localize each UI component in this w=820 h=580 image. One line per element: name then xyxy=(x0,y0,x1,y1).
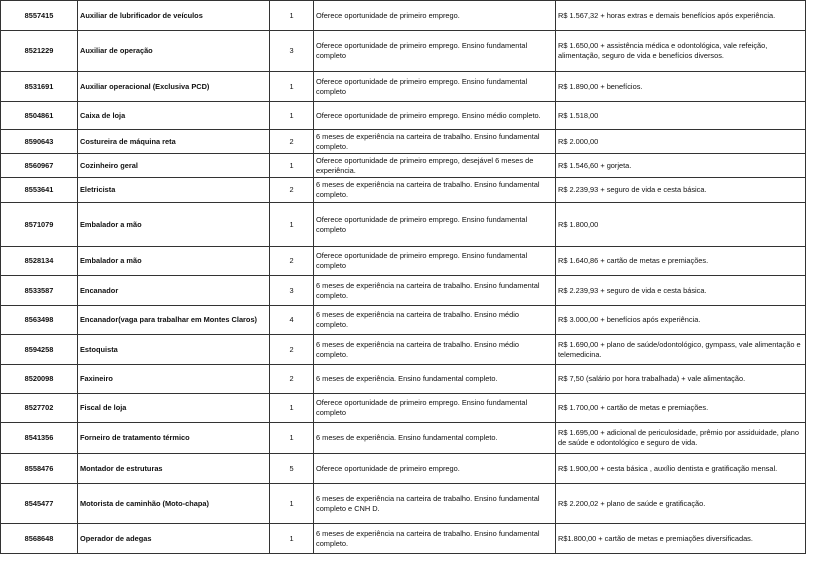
job-title: Caixa de loja xyxy=(78,102,270,130)
vacancy-code: 8558476 xyxy=(1,454,78,484)
job-title: Motorista de caminhão (Moto-chapa) xyxy=(78,484,270,524)
salary-benefits: R$ 1.800,00 xyxy=(556,203,806,247)
vacancy-code: 8557415 xyxy=(1,1,78,31)
job-title: Montador de estruturas xyxy=(78,454,270,484)
table-row xyxy=(1,306,806,335)
vacancy-code: 8541356 xyxy=(1,423,78,454)
salary-benefits: R$ 1.700,00 + cartão de metas e premiações. xyxy=(556,394,806,423)
vacancy-count: 2 xyxy=(270,130,314,154)
table-row xyxy=(1,524,806,554)
requirements: 6 meses de experiência na carteira de trabalho. Ensino fundamental completo. xyxy=(314,276,556,306)
vacancy-count: 2 xyxy=(270,335,314,365)
vacancy-code: 8545477 xyxy=(1,484,78,524)
vacancy-code: 8571079 xyxy=(1,203,78,247)
vacancy-code: 8553641 xyxy=(1,178,78,203)
requirements: 6 meses de experiência na carteira de trabalho. Ensino fundamental completo. xyxy=(314,178,556,203)
vacancy-count: 1 xyxy=(270,72,314,102)
job-title: Encanador(vaga para trabalhar em Montes Claros) xyxy=(78,306,270,335)
vacancy-code: 8563498 xyxy=(1,306,78,335)
salary-benefits: R$ 1.690,00 + plano de saúde/odontológico, gympass, vale alimentação e telemedicina. xyxy=(556,335,806,365)
salary-benefits: R$ 2.239,93 + seguro de vida e cesta básica. xyxy=(556,276,806,306)
table-row xyxy=(1,178,806,203)
salary-benefits: R$ 1.890,00 + benefícios. xyxy=(556,72,806,102)
table-row xyxy=(1,335,806,365)
job-title: Embalador a mão xyxy=(78,203,270,247)
salary-benefits: R$ 1.567,32 + horas extras e demais benefícios após experiência. xyxy=(556,1,806,31)
vacancy-count: 1 xyxy=(270,102,314,130)
salary-benefits: R$ 2.000,00 xyxy=(556,130,806,154)
requirements: 6 meses de experiência na carteira de trabalho. Ensino fundamental completo e CNH D. xyxy=(314,484,556,524)
salary-benefits: R$ 1.900,00 + cesta básica , auxílio dentista e gratificação mensal. xyxy=(556,454,806,484)
vacancy-code: 8528134 xyxy=(1,247,78,276)
job-title: Eletricista xyxy=(78,178,270,203)
table-row xyxy=(1,31,806,72)
vacancy-code: 8560967 xyxy=(1,154,78,178)
vacancy-count: 3 xyxy=(270,276,314,306)
job-title: Encanador xyxy=(78,276,270,306)
job-title: Cozinheiro geral xyxy=(78,154,270,178)
vacancy-count: 1 xyxy=(270,484,314,524)
vacancy-code: 8568648 xyxy=(1,524,78,554)
table-row xyxy=(1,454,806,484)
vacancy-code: 8533587 xyxy=(1,276,78,306)
vacancy-count: 2 xyxy=(270,247,314,276)
vacancy-count: 2 xyxy=(270,178,314,203)
table-row xyxy=(1,394,806,423)
vacancy-code: 8594258 xyxy=(1,335,78,365)
table-row xyxy=(1,203,806,247)
table-row xyxy=(1,1,806,31)
requirements: Oferece oportunidade de primeiro emprego. Ensino fundamental completo xyxy=(314,203,556,247)
table-row xyxy=(1,276,806,306)
job-title: Auxiliar operacional (Exclusiva PCD) xyxy=(78,72,270,102)
salary-benefits: R$ 1.518,00 xyxy=(556,102,806,130)
vacancy-code: 8504861 xyxy=(1,102,78,130)
salary-benefits: R$ 1.695,00 + adicional de periculosidade, prêmio por assiduidade, plano de saúde e odontológico e seguro de vida. xyxy=(556,423,806,454)
requirements: Oferece oportunidade de primeiro emprego. Ensino fundamental completo xyxy=(314,31,556,72)
requirements: Oferece oportunidade de primeiro emprego. Ensino fundamental completo xyxy=(314,394,556,423)
requirements: Oferece oportunidade de primeiro emprego. xyxy=(314,454,556,484)
vacancy-count: 1 xyxy=(270,394,314,423)
requirements: Oferece oportunidade de primeiro emprego. Ensino fundamental completo xyxy=(314,72,556,102)
requirements: Oferece oportunidade de primeiro emprego. Ensino médio completo. xyxy=(314,102,556,130)
vacancy-code: 8590643 xyxy=(1,130,78,154)
requirements: Oferece oportunidade de primeiro emprego. xyxy=(314,1,556,31)
table-row xyxy=(1,484,806,524)
requirements: 6 meses de experiência. Ensino fundamental completo. xyxy=(314,423,556,454)
salary-benefits: R$ 1.650,00 + assistência médica e odontológica, vale refeição, alimentação, seguro de vida e benefícios diversos. xyxy=(556,31,806,72)
salary-benefits: R$ 2.239,93 + seguro de vida e cesta básica. xyxy=(556,178,806,203)
requirements: 6 meses de experiência na carteira de trabalho. Ensino fundamental completo. xyxy=(314,524,556,554)
table-row xyxy=(1,365,806,394)
vacancy-count: 4 xyxy=(270,306,314,335)
table-row xyxy=(1,72,806,102)
requirements: 6 meses de experiência. Ensino fundamental completo. xyxy=(314,365,556,394)
vacancy-count: 5 xyxy=(270,454,314,484)
vacancy-code: 8527702 xyxy=(1,394,78,423)
vacancy-count: 1 xyxy=(270,203,314,247)
vacancy-count: 1 xyxy=(270,423,314,454)
requirements: Oferece oportunidade de primeiro emprego. Ensino fundamental completo xyxy=(314,247,556,276)
vacancy-count: 2 xyxy=(270,365,314,394)
vacancy-code: 8531691 xyxy=(1,72,78,102)
job-title: Faxineiro xyxy=(78,365,270,394)
vacancy-count: 1 xyxy=(270,1,314,31)
vacancy-code: 8521229 xyxy=(1,31,78,72)
job-title: Embalador a mão xyxy=(78,247,270,276)
salary-benefits: R$1.800,00 + cartão de metas e premiações diversificadas. xyxy=(556,524,806,554)
job-title: Forneiro de tratamento térmico xyxy=(78,423,270,454)
requirements: 6 meses de experiência na carteira de trabalho. Ensino médio completo. xyxy=(314,335,556,365)
requirements: 6 meses de experiência na carteira de trabalho. Ensino fundamental completo. xyxy=(314,130,556,154)
table-row xyxy=(1,154,806,178)
salary-benefits: R$ 3.000,00 + benefícios após experiência. xyxy=(556,306,806,335)
job-title: Auxiliar de operação xyxy=(78,31,270,72)
job-title: Operador de adegas xyxy=(78,524,270,554)
job-title: Auxiliar de lubrificador de veículos xyxy=(78,1,270,31)
vacancy-code: 8520098 xyxy=(1,365,78,394)
table-row xyxy=(1,130,806,154)
job-title: Costureira de máquina reta xyxy=(78,130,270,154)
vacancy-count: 3 xyxy=(270,31,314,72)
table-row xyxy=(1,423,806,454)
vacancy-count: 1 xyxy=(270,154,314,178)
job-title: Fiscal de loja xyxy=(78,394,270,423)
salary-benefits: R$ 1.640,86 + cartão de metas e premiações. xyxy=(556,247,806,276)
salary-benefits: R$ 1.546,60 + gorjeta. xyxy=(556,154,806,178)
table-row xyxy=(1,102,806,130)
salary-benefits: R$ 2.200,02 + plano de saúde e gratificação. xyxy=(556,484,806,524)
table-row xyxy=(1,247,806,276)
requirements: Oferece oportunidade de primeiro emprego, desejável 6 meses de experiência. xyxy=(314,154,556,178)
requirements: 6 meses de experiência na carteira de trabalho. Ensino médio completo. xyxy=(314,306,556,335)
vacancy-count: 1 xyxy=(270,524,314,554)
salary-benefits: R$ 7,50 (salário por hora trabalhada) + vale alimentação. xyxy=(556,365,806,394)
job-title: Estoquista xyxy=(78,335,270,365)
